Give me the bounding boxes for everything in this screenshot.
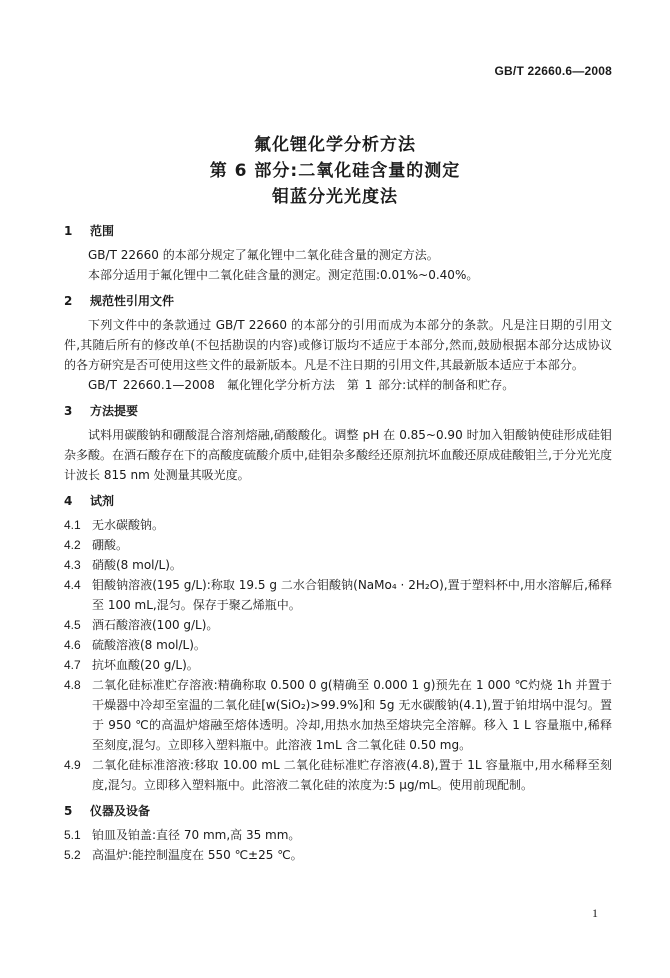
paragraph: GB/T 22660 的本部分规定了氟化锂中二氧化硅含量的测定方法。 <box>88 248 439 262</box>
item-number: 4.1 <box>64 518 81 532</box>
reference-entry: GB/T 22660.1—2008 氟化锂化学分析方法 第 1 部分:试样的制备和贮存。 <box>88 378 515 392</box>
section-heading-reagents <box>64 491 612 511</box>
section-number: 1 <box>64 224 73 238</box>
section-number: 3 <box>64 404 73 418</box>
list-item <box>64 635 612 655</box>
item-text: 酒石酸溶液(100 g/L)。 <box>92 618 219 632</box>
document-title <box>0 132 670 210</box>
list-item <box>64 755 612 795</box>
item-number: 4.6 <box>64 638 81 652</box>
item-text: 硫酸溶液(8 mol/L)。 <box>92 638 206 652</box>
section-title: 规范性引用文件 <box>90 294 175 308</box>
section-heading-method-summary <box>64 401 612 421</box>
item-text: 无水碳酸钠。 <box>92 518 165 532</box>
item-number: 4.4 <box>64 578 81 592</box>
list-item <box>64 555 612 575</box>
paragraph: 下列文件中的条款通过 GB/T 22660 的本部分的引用而成为本部分的条款。凡是注日期的引用文件,其随后所有的修改单(不包括勘误的内容)或修订版均不适应于本部分,然而,鼓励根据本部分达成协议的各方研究是否可使用这些文件的最新版本。凡是不注日期的引用文件,其最新版本适应于本部分。 <box>64 318 612 372</box>
item-number: 4.5 <box>64 618 81 632</box>
item-number: 4.9 <box>64 758 81 772</box>
item-number: 5.2 <box>64 848 81 862</box>
item-number: 4.8 <box>64 678 81 692</box>
standard-number: GB/T 22660.6—2008 <box>494 64 612 78</box>
paragraph: 试料用碳酸钠和硼酸混合溶剂熔融,硝酸酸化。调整 pH 在 0.85~0.90 时加入钼酸钠使硅形成硅钼杂多酸。在酒石酸存在下的高酸度硫酸介质中,硅钼杂多酸经还原剂抗坏血酸还原成硅酸钼兰,于分光光度计波长 815 nm 处测量其吸光度。 <box>64 428 612 482</box>
item-number: 4.7 <box>64 658 81 672</box>
section-title: 范围 <box>90 224 115 238</box>
section-heading-scope <box>64 221 612 241</box>
item-text: 高温炉:能控制温度在 550 ℃±25 ℃。 <box>92 848 303 862</box>
item-text: 硝酸(8 mol/L)。 <box>92 558 182 572</box>
item-text: 硼酸。 <box>92 538 129 552</box>
section-title: 试剂 <box>90 494 115 508</box>
item-text: 铂皿及铂盖:直径 70 mm,高 35 mm。 <box>92 828 301 842</box>
item-text: 抗坏血酸(20 g/L)。 <box>92 658 199 672</box>
document-body <box>64 215 612 865</box>
list-item <box>64 825 612 845</box>
title-line-1: 氟化锂化学分析方法 <box>254 135 416 155</box>
page-number: 1 <box>592 906 598 920</box>
item-number: 5.1 <box>64 828 81 842</box>
section-heading-normative-references <box>64 291 612 311</box>
section-heading-apparatus <box>64 801 612 821</box>
list-item <box>64 845 612 865</box>
section-number: 5 <box>64 804 73 818</box>
list-item <box>64 675 612 755</box>
section-number: 2 <box>64 294 73 308</box>
section-title: 方法提要 <box>90 404 139 418</box>
section-title: 仪器及设备 <box>90 804 151 818</box>
title-line-3: 钼蓝分光光度法 <box>272 187 398 207</box>
section-number: 4 <box>64 494 73 508</box>
item-text: 二氧化硅标准溶液:移取 10.00 mL 二氧化硅标准贮存溶液(4.8),置于 1L 容量瓶中,用水稀释至刻度,混匀。立即移入塑料瓶中。此溶液二氧化硅的浓度为:5 μg/mL。使用前现配制。 <box>92 758 612 792</box>
title-line-2: 第 6 部分:二氧化硅含量的测定 <box>209 161 461 181</box>
paragraph: 本部分适用于氟化锂中二氧化硅含量的测定。测定范围:0.01%~0.40%。 <box>88 268 479 282</box>
item-number: 4.2 <box>64 538 81 552</box>
list-item <box>64 655 612 675</box>
list-item <box>64 575 612 615</box>
item-number: 4.3 <box>64 558 81 572</box>
list-item <box>64 535 612 555</box>
list-item <box>64 515 612 535</box>
item-text: 钼酸钠溶液(195 g/L):称取 19.5 g 二水合钼酸钠(NaMo₄ · 2H₂O),置于塑料杯中,用水溶解后,稀释至 100 mL,混匀。保存于聚乙烯瓶中。 <box>92 578 612 612</box>
list-item <box>64 615 612 635</box>
item-text: 二氧化硅标准贮存溶液:精确称取 0.500 0 g(精确至 0.000 1 g)预先在 1 000 ℃灼烧 1h 并置于干燥器中冷却至室温的二氧化硅[w(SiO₂)>99.9%]和 5g 无水碳酸钠(4.1),置于铂坩埚中混匀。置于 950 ℃的高温炉熔融至熔体透明。冷却,用热水加热至熔块完全溶解。移入 1 L 容量瓶中,稀释至刻度,混匀。立即移入塑料瓶中。此溶液 1mL 含二氧化硅 0.50 mg。 <box>92 678 612 752</box>
